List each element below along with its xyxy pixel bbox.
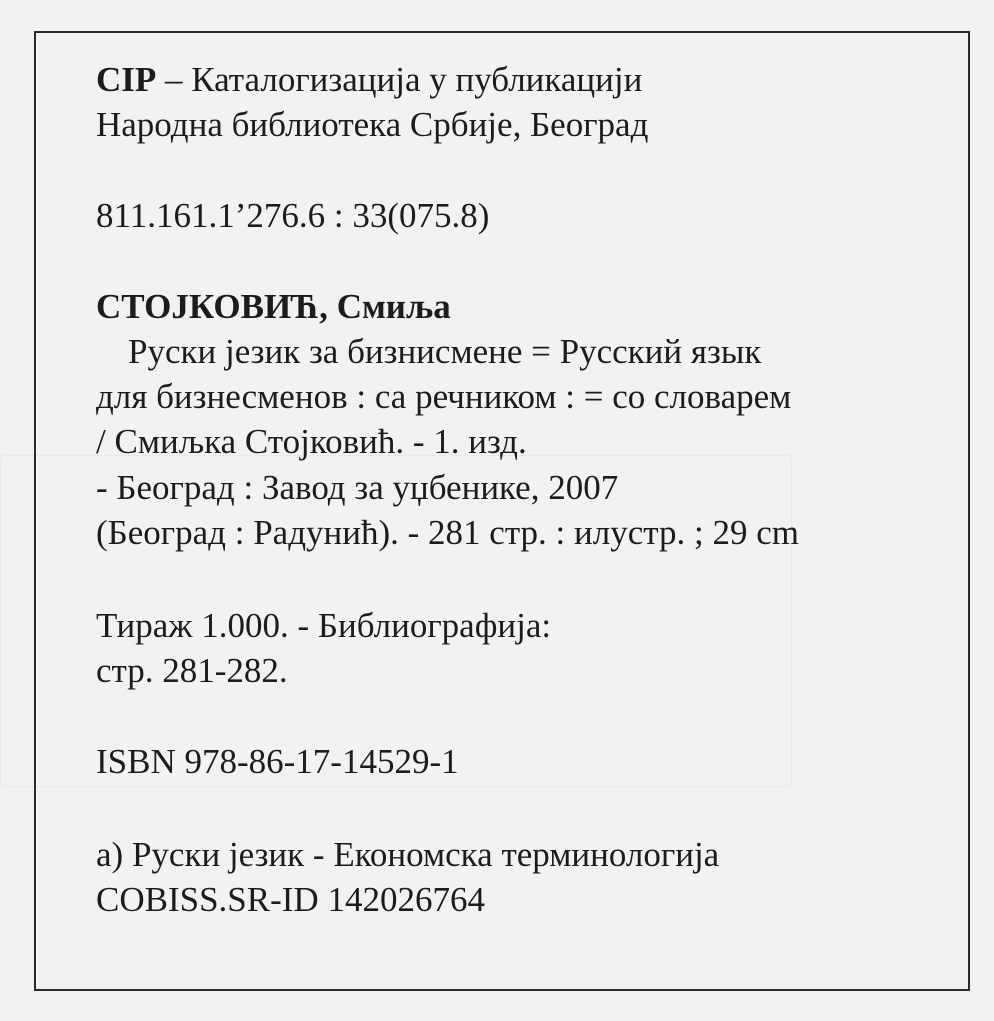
- author-given-name: Смиља: [327, 287, 451, 326]
- udc-classification: 811.161.1’276.6 : 33(075.8): [96, 196, 490, 235]
- description-line-2: для бизнесменов : са речником : = со словарем: [96, 377, 792, 416]
- cip-record-card: [34, 31, 970, 991]
- author-heading: [96, 289, 451, 324]
- cip-heading-text: – Каталогизација у публикацији: [156, 60, 643, 99]
- cobiss-id: COBISS.SR-ID 142026764: [96, 880, 485, 919]
- description-line-1: Руски језик за бизнисмене = Русский язык: [128, 332, 762, 371]
- description-line-4: - Београд : Завод за уџбенике, 2007: [96, 468, 619, 507]
- description-line-5: (Београд : Радунић). - 281 стр. : илустр. ; 29 cm: [96, 513, 799, 552]
- isbn: ISBN 978-86-17-14529-1: [96, 742, 459, 781]
- author-surname: СТОЈКОВИЋ,: [96, 287, 328, 326]
- notes-line-1: Тираж 1.000. - Библиографија:: [96, 606, 552, 645]
- description-line-3: / Смиљка Стојковић. - 1. изд.: [96, 422, 527, 461]
- cip-heading: [96, 62, 642, 97]
- cip-label: CIP: [96, 60, 157, 99]
- cip-library: Народна библиотека Србије, Београд: [96, 105, 649, 144]
- notes-line-2: стр. 281-282.: [96, 651, 288, 690]
- subject-heading: а) Руски језик - Економска терминологија: [96, 835, 720, 874]
